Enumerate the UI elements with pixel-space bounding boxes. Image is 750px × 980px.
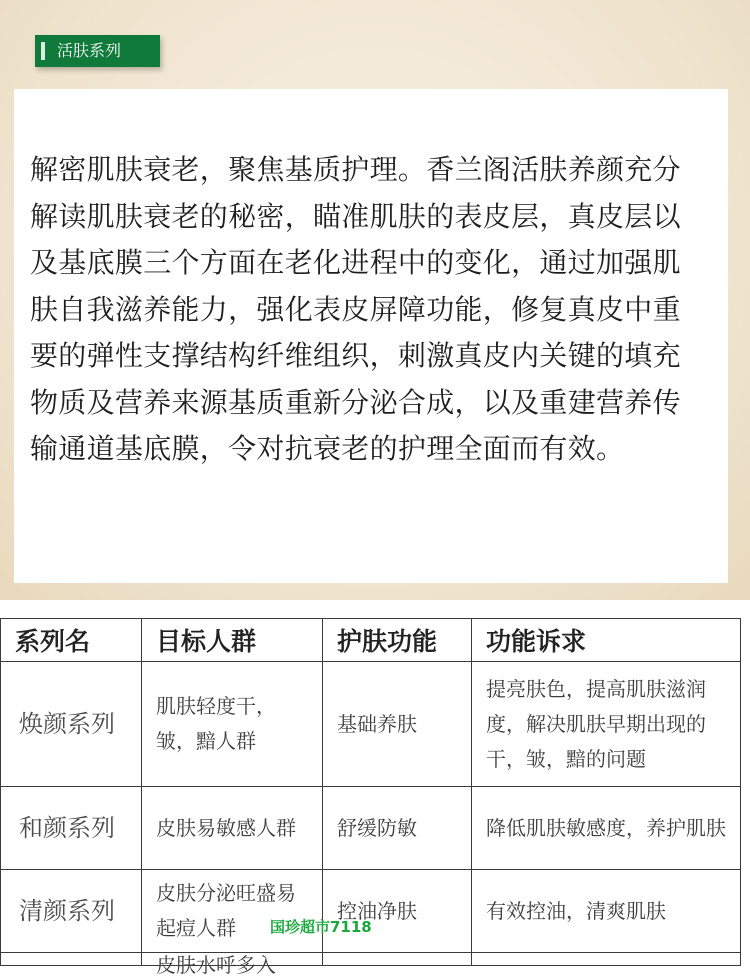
table-header-row <box>1 619 741 662</box>
partial-target-text: 皮肤水呼多入 <box>156 953 276 977</box>
header-target-group: 目标人群 <box>142 619 323 662</box>
series-name-cell: 焕颜系列 <box>1 662 142 787</box>
function-cell <box>323 953 472 966</box>
intro-card <box>14 89 728 583</box>
header-series-name: 系列名 <box>1 619 142 662</box>
intro-paragraph: 解密肌肤衰老，聚焦基质护理。香兰阁活肤养颜充分解读肌肤衰老的秘密，瞄准肌肤的表皮层，真皮层以及基底膜三个方面在老化进程中的变化，通过加强肌肤自我滋养能力，强化表皮屏障功能，修复真皮中重要的弹性支撑结构纤维组织，刺激真皮内关键的填充物质及营养来源基质重新分泌合成，以及重建营养传输通道基底膜，令对抗衰老的护理全面而有效。 <box>30 153 681 465</box>
function-cell: 控油净肤 <box>323 870 472 953</box>
table-row-partial <box>1 953 741 966</box>
target-group-cell: 皮肤分泌旺盛易起痘人群 <box>142 870 323 953</box>
appeal-cell: 提亮肤色，提高肌肤滋润度，解决肌肤早期出现的干，皱，黯的问题 <box>472 662 741 787</box>
watermark-text: 国珍超市7118 <box>270 918 372 936</box>
function-cell: 舒缓防敏 <box>323 787 472 870</box>
function-cell: 基础养肤 <box>323 662 472 787</box>
target-group-cell: 肌肤轻度干，皱，黯人群 <box>142 662 323 787</box>
header-skincare-function: 护肤功能 <box>323 619 472 662</box>
series-name-cell: 清颜系列 <box>1 870 142 953</box>
series-table <box>0 618 741 977</box>
series-name-cell <box>1 953 142 966</box>
series-table-wrapper <box>0 618 741 977</box>
appeal-cell <box>472 953 741 966</box>
table-row <box>1 662 741 787</box>
header-function-appeal: 功能诉求 <box>472 619 741 662</box>
series-tag: 活肤系列 <box>35 35 160 67</box>
table-row <box>1 870 741 953</box>
target-group-cell: 皮肤易敏感人群 <box>142 787 323 870</box>
series-name-cell: 和颜系列 <box>1 787 142 870</box>
appeal-cell: 降低肌肤敏感度，养护肌肤 <box>472 787 741 870</box>
appeal-cell: 有效控油，清爽肌肤 <box>472 870 741 953</box>
table-row <box>1 787 741 870</box>
target-group-cell <box>142 953 323 977</box>
